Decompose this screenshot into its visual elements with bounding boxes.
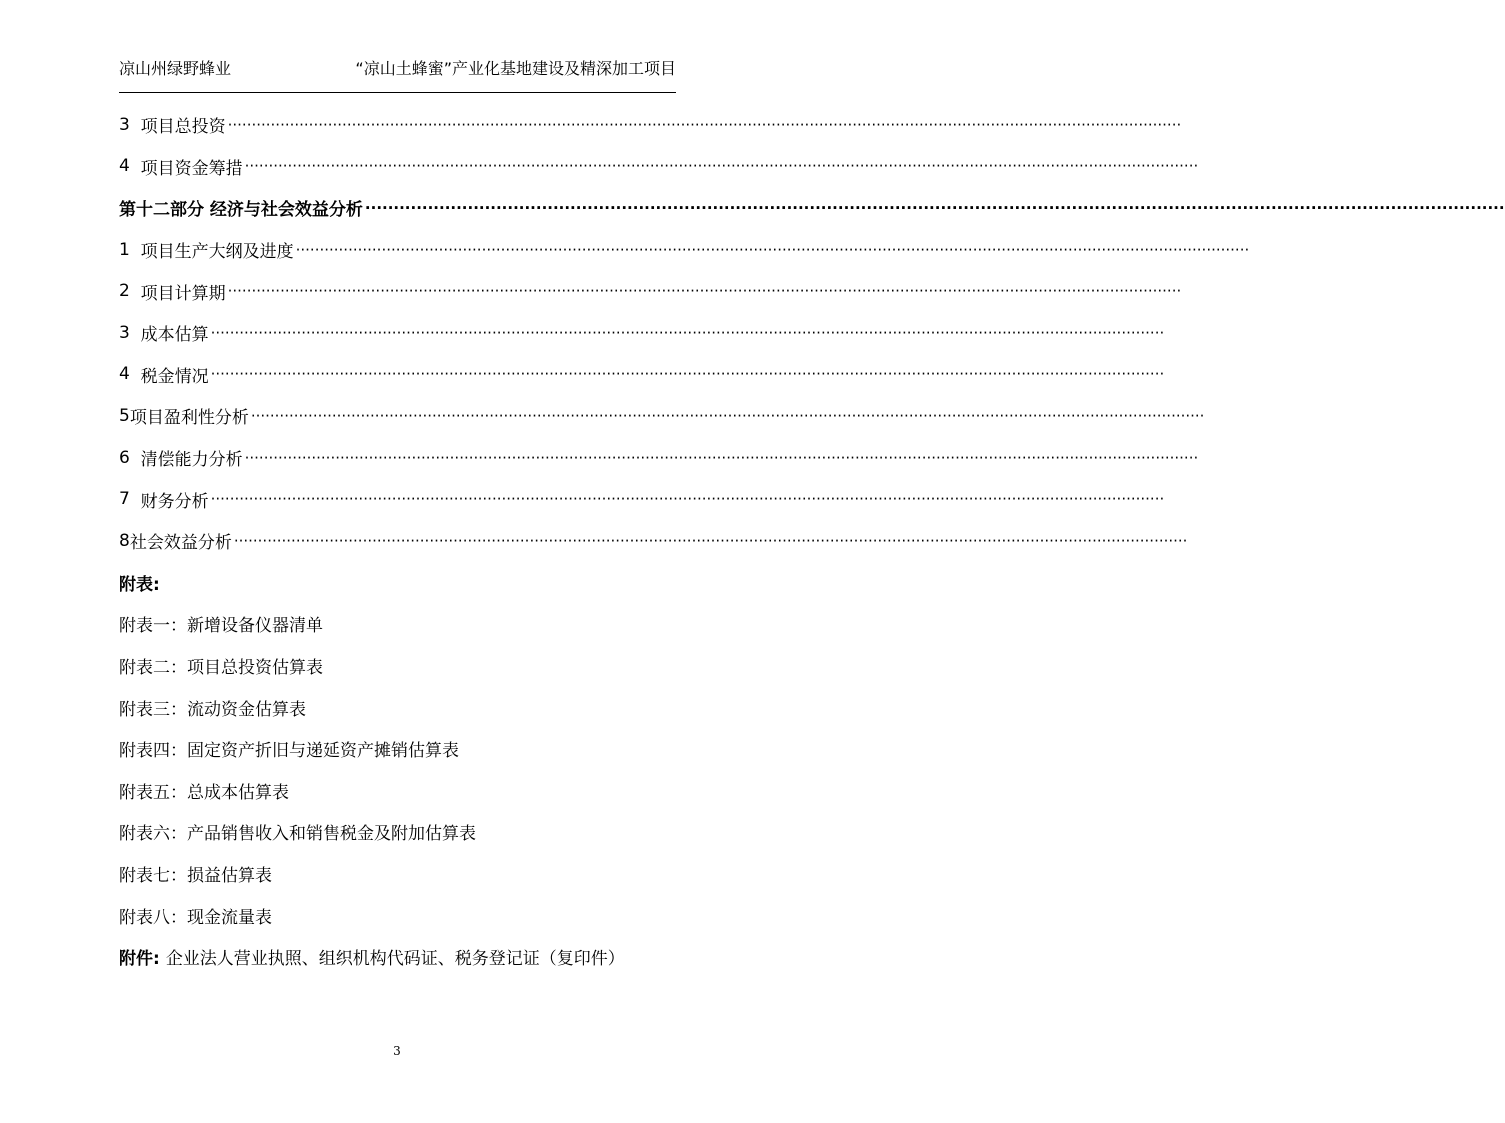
attachment-line [119, 936, 674, 978]
appendix-item: 附表二：项目总投资估算表 [119, 658, 323, 679]
toc-leader-dots: ········································································································································································································ [250, 406, 1205, 425]
page-header [119, 56, 676, 80]
toc-entry-title: 财务分析 [140, 491, 209, 512]
toc-entry-title: 项目生产大纲及进度 [140, 242, 294, 263]
toc-entry-number: 2 [119, 281, 141, 302]
toc-entry [119, 354, 1165, 396]
appendix-item: 附表六：产品销售收入和销售税金及附加估算表 [119, 824, 476, 845]
appendix-title: 附表: [119, 574, 160, 595]
toc-entry-title: 项目计算期 [140, 283, 226, 304]
header-divider [119, 92, 676, 93]
toc-entry [119, 146, 1199, 188]
appendix-item: 附表一：新增设备仪器清单 [119, 616, 323, 637]
toc-leader-dots: ········································································································································································································ [244, 157, 1199, 176]
toc-leader-dots: ········································································································································································································ [210, 323, 1165, 342]
toc-entry-number: 3 [119, 114, 141, 135]
appendix-item: 附表五：总成本估算表 [119, 782, 289, 803]
toc-leader-dots: ········································································································································································································ [233, 531, 1188, 550]
toc-leader-dots: ········································································································································································································ [295, 240, 1250, 259]
appendix-item: 附表四：固定资产折旧与递延资产摊销估算表 [119, 741, 459, 762]
toc-entry-number: 5 [119, 405, 130, 426]
toc-entry-title: 成本估算 [140, 325, 209, 346]
header-project-title: “凉山土蜂蜜”产业化基地建设及精深加工项目 [355, 59, 676, 78]
toc-entry [119, 187, 1505, 229]
header-company: 凉山州绿野蜂业 [119, 59, 232, 78]
attachment-text: 企业法人营业执照、组织机构代码证、税务登记证（复印件） [165, 949, 625, 970]
toc-entry [119, 312, 1165, 354]
toc-entry [119, 437, 1199, 479]
toc-leader-dots: ········································································································································································································ [210, 490, 1165, 509]
toc-entry-number: 4 [119, 156, 141, 177]
toc-entry-title: 清偿能力分析 [140, 450, 243, 471]
page-number: 3 [393, 1044, 401, 1058]
appendix-item: 附表七：损益估算表 [119, 865, 272, 886]
toc-entry-title: 项目资金筹措 [140, 158, 243, 179]
toc-entry [119, 104, 1182, 146]
table-of-contents [119, 104, 1505, 977]
toc-entry-number: 6 [119, 447, 141, 468]
toc-entry [119, 229, 1250, 271]
toc-entry-title: 社会效益分析 [129, 533, 232, 554]
toc-entry-title: 第十二部分 经济与社会效益分析 [119, 200, 363, 221]
appendix-item: 附表三：流动资金估算表 [119, 699, 306, 720]
toc-entry-number: 7 [119, 489, 141, 510]
appendix-item: 附表八：现金流量表 [119, 907, 272, 928]
toc-leader-dots: ········································································································································································································ [364, 198, 1505, 217]
toc-leader-dots: ········································································································································································································ [227, 282, 1182, 301]
toc-entry-number: 3 [119, 322, 141, 343]
toc-entry-number: 4 [119, 364, 141, 385]
toc-entry-title: 项目盈利性分析 [129, 408, 249, 429]
toc-entry [119, 395, 1205, 437]
attachment-label: 附件: [119, 949, 160, 970]
toc-entry [119, 270, 1182, 312]
toc-leader-dots: ········································································································································································································ [210, 365, 1165, 384]
toc-entry-number: 8 [119, 530, 130, 551]
toc-leader-dots: ········································································································································································································ [227, 115, 1182, 134]
toc-entry-title: 项目总投资 [140, 117, 226, 138]
toc-entry [119, 478, 1165, 520]
toc-entry [119, 520, 1188, 562]
toc-entry-title: 税金情况 [140, 366, 209, 387]
toc-entry-number: 1 [119, 239, 141, 260]
toc-leader-dots: ········································································································································································································ [244, 448, 1199, 467]
